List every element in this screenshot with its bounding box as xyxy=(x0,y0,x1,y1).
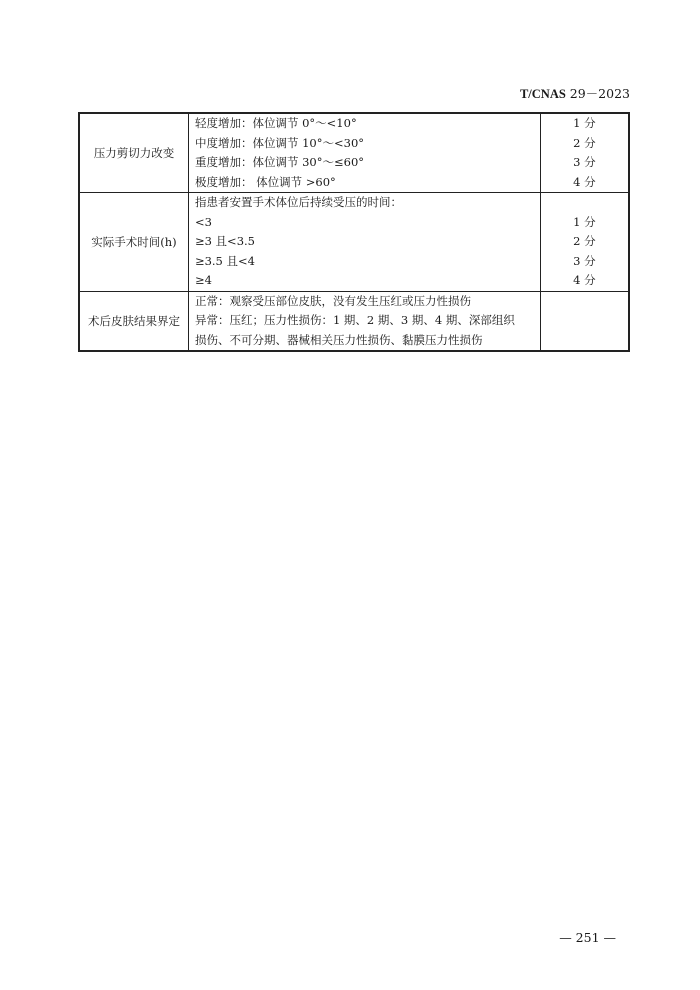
description-line: 轻度增加：体位调节 0°～<10° xyxy=(194,116,357,130)
description-line: ≥3.5 且<4 xyxy=(194,253,255,268)
score-value: 1 分 xyxy=(573,116,596,130)
description-line: 异常：压红；压力性损伤：1 期、2 期、3 期、4 期、深部组织 xyxy=(194,313,515,327)
score-value: 4 分 xyxy=(573,273,596,287)
score-value: 3 分 xyxy=(573,253,596,268)
score-value: 4 分 xyxy=(573,174,596,189)
row-label: 压力剪切力改变 xyxy=(79,113,188,193)
standard-year: 29－2023 xyxy=(569,86,630,101)
description-line: <3 xyxy=(194,214,212,229)
page-number: — 251 — xyxy=(559,930,616,945)
row-description xyxy=(188,193,540,292)
table-row xyxy=(79,193,629,292)
row-scores xyxy=(540,113,629,193)
description-line: 中度增加：体位调节 10°～<30° xyxy=(194,135,365,150)
score-value xyxy=(541,193,628,213)
description-line: 损伤、不可分期、器械相关压力性损伤、黏膜压力性损伤 xyxy=(194,332,483,347)
description-line: 重度增加：体位调节 30°～≤60° xyxy=(194,155,365,169)
row-scores xyxy=(540,291,629,351)
scoring-table xyxy=(78,112,630,352)
score-value: 2 分 xyxy=(573,135,596,150)
description-line: 正常：观察受压部位皮肤，没有发生压红或压力性损伤 xyxy=(194,293,471,308)
row-label: 术后皮肤结果界定 xyxy=(79,291,188,351)
row-label: 实际手术时间(h) xyxy=(79,193,188,292)
score-value: 3 分 xyxy=(573,155,596,169)
standard-code: T/CNAS xyxy=(519,87,566,101)
document-header xyxy=(520,84,630,102)
description-line: 极度增加： 体位调节 >60° xyxy=(194,174,336,189)
score-value: 2 分 xyxy=(573,234,596,248)
score-value: 1 分 xyxy=(573,214,596,229)
table-row xyxy=(79,113,629,193)
row-description xyxy=(188,291,540,351)
description-line: ≥4 xyxy=(194,273,212,287)
description-line: ≥3 且<3.5 xyxy=(194,234,255,248)
row-scores xyxy=(540,193,629,292)
row-description xyxy=(188,113,540,193)
table-row xyxy=(79,291,629,351)
description-line: 指患者安置手术体位后持续受压的时间： xyxy=(194,195,402,209)
